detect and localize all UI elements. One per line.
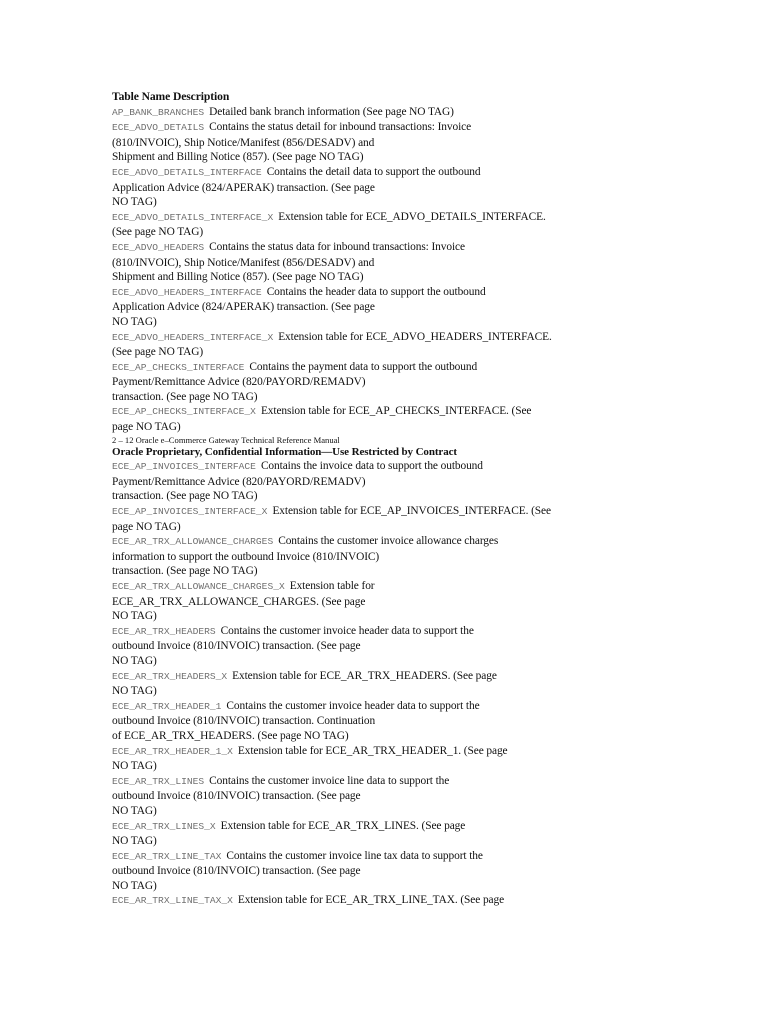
entry-description-line [112, 300, 632, 315]
description-text: Detailed bank branch information (See page NO TAG) [209, 105, 454, 118]
entry-description-line [112, 759, 632, 774]
table-entry [112, 105, 632, 121]
description-text: outbound Invoice (810/INVOIC) transaction. (See page [112, 865, 361, 878]
entry-first-line [112, 240, 632, 256]
description-text: Extension table for [289, 580, 375, 592]
table-entry [112, 669, 632, 699]
table-entry [112, 699, 632, 744]
description-text: Contains the customer invoice line tax data to support the [226, 849, 483, 862]
table-entry [112, 819, 632, 849]
description-text: outbound Invoice (810/INVOIC) transaction. (See page [112, 790, 361, 803]
entry-description-line [112, 714, 632, 729]
table-entry [112, 120, 632, 165]
table-name: ECE_AR_TRX_HEADERS_X [112, 670, 228, 682]
description-text: Extension table for ECE_AR_TRX_LINE_TAX. (See page [237, 894, 505, 907]
table-entry [112, 744, 632, 774]
description-text: Extension table for ECE_ADVO_DETAILS_INTERFACE. [278, 210, 546, 223]
entry-first-line [112, 360, 632, 376]
entries-list-top [112, 105, 632, 435]
entry-description-line [112, 420, 632, 435]
description-text: Shipment and Billing Notice (857). (See page NO TAG) [112, 271, 364, 284]
entry-first-line [112, 624, 632, 640]
table-name: ECE_ADVO_DETAILS_INTERFACE [112, 166, 262, 178]
entry-description-line [112, 345, 632, 360]
description-text: Contains the invoice data to support the outbound [260, 460, 483, 473]
description-text: NO TAG) [112, 760, 157, 773]
table-entry [112, 404, 632, 434]
description-text: of ECE_AR_TRX_HEADERS. (See page NO TAG) [112, 729, 349, 742]
table-entry [112, 624, 632, 669]
entry-description-line [112, 550, 632, 565]
description-text: NO TAG) [112, 315, 157, 328]
table-entry [112, 774, 632, 819]
entry-description-line [112, 256, 632, 271]
description-text: Payment/Remittance Advice (820/PAYORD/REMADV) [112, 475, 366, 488]
entry-first-line [112, 210, 632, 226]
description-text: Application Advice (824/APERAK) transaction. (See page [112, 301, 375, 314]
table-name: ECE_AR_TRX_HEADER_1_X [112, 745, 233, 757]
description-text: (See page NO TAG) [112, 346, 204, 359]
table-entry [112, 285, 632, 330]
description-text: Extension table for ECE_AR_TRX_HEADER_1. (See page [237, 744, 508, 757]
description-text: Contains the customer invoice allowance charges [278, 535, 499, 548]
table-name: ECE_AP_INVOICES_INTERFACE [112, 461, 256, 473]
description-text: outbound Invoice (810/INVOIC) transaction. Continuation [112, 715, 376, 728]
description-text: (810/INVOIC), Ship Notice/Manifest (856/DESADV) and [112, 256, 375, 269]
table-name: ECE_ADVO_HEADERS_INTERFACE [112, 286, 262, 298]
description-text: Contains the payment data to support the outbound [249, 360, 478, 373]
entry-first-line [112, 285, 632, 301]
description-text: Payment/Remittance Advice (820/PAYORD/REMADV) [112, 376, 366, 389]
table-name: AP_BANK_BRANCHES [112, 106, 205, 118]
description-text: (See page NO TAG) [112, 226, 204, 239]
description-text: ECE_AR_TRX_ALLOWANCE_CHARGES. (See page [112, 595, 366, 608]
entry-description-line [112, 564, 632, 579]
table-name: ECE_AR_TRX_LINES [112, 775, 205, 787]
table-name: ECE_AR_TRX_ALLOWANCE_CHARGES_X [112, 581, 285, 592]
description-text: Extension table for ECE_ADVO_HEADERS_INTERFACE. [278, 330, 552, 343]
table-name: ECE_ADVO_HEADERS [112, 241, 205, 253]
entry-first-line [112, 404, 632, 420]
description-text: transaction. (See page NO TAG) [112, 565, 258, 578]
entry-first-line [112, 105, 632, 121]
description-text: Contains the header data to support the outbound [266, 285, 486, 298]
description-text: Contains the detail data to support the outbound [266, 165, 481, 178]
description-text: Contains the customer invoice header data to support the [226, 699, 480, 712]
description-text: information to support the outbound Invoice (810/INVOIC) [112, 550, 380, 563]
description-text: Contains the customer invoice header data to support the [220, 624, 474, 637]
entry-description-line [112, 150, 632, 165]
description-text: Shipment and Billing Notice (857). (See page NO TAG) [112, 151, 364, 164]
entry-description-line [112, 315, 632, 330]
entry-description-line [112, 181, 632, 196]
table-name: ECE_ADVO_DETAILS_INTERFACE_X [112, 211, 274, 223]
entry-description-line [112, 136, 632, 151]
entry-first-line [112, 330, 632, 346]
table-name: ECE_AR_TRX_LINES_X [112, 820, 216, 832]
table-entry [112, 504, 632, 534]
description-text: (810/INVOIC), Ship Notice/Manifest (856/DESADV) and [112, 136, 375, 149]
table-entry [112, 165, 632, 210]
description-text: Contains the customer invoice line data to support the [209, 774, 450, 787]
entry-first-line [112, 744, 632, 760]
table-entry [112, 849, 632, 894]
entry-first-line [112, 669, 632, 685]
entry-first-line [112, 893, 632, 909]
table-name: ECE_AR_TRX_ALLOWANCE_CHARGES [112, 536, 274, 548]
entry-first-line [112, 165, 632, 181]
entry-first-line [112, 699, 632, 715]
entry-description-line [112, 225, 632, 240]
description-text: Extension table for ECE_AR_TRX_LINES. (See page [220, 819, 466, 832]
entries-list-bottom [112, 459, 632, 909]
description-text: Contains the status detail for inbound transactions: Invoice [209, 121, 472, 134]
entry-description-line [112, 879, 632, 894]
table-name: ECE_ADVO_DETAILS [112, 122, 205, 134]
table-entry [112, 534, 632, 579]
description-text: NO TAG) [112, 685, 157, 698]
table-entry [112, 459, 632, 504]
description-text: NO TAG) [112, 196, 157, 209]
description-text: NO TAG) [112, 804, 157, 817]
table-name: ECE_AR_TRX_LINE_TAX [112, 850, 222, 862]
entry-first-line [112, 849, 632, 865]
table-name: ECE_AR_TRX_LINE_TAX_X [112, 895, 233, 907]
table-entry [112, 240, 632, 285]
entry-first-line [112, 459, 632, 475]
entry-first-line [112, 774, 632, 790]
entry-description-line [112, 684, 632, 699]
table-name: ECE_ADVO_HEADERS_INTERFACE_X [112, 331, 274, 343]
entry-description-line [112, 609, 632, 624]
document-page [112, 90, 632, 909]
entry-description-line [112, 729, 632, 744]
page-footer-manual: 2 – 12 Oracle e–Commerce Gateway Technical Reference Manual [112, 434, 340, 445]
entry-first-line [112, 819, 632, 835]
confidentiality-notice: Oracle Proprietary, Confidential Information—Use Restricted by Contract [112, 445, 457, 458]
table-name: ECE_AP_CHECKS_INTERFACE_X [112, 406, 256, 418]
entry-description-line [112, 789, 632, 804]
entry-first-line [112, 120, 632, 136]
entry-description-line [112, 520, 632, 535]
entry-description-line [112, 864, 632, 879]
entry-description-line [112, 475, 632, 490]
entry-first-line [112, 534, 632, 550]
description-text: Extension table for ECE_AP_CHECKS_INTERFACE. (See [260, 405, 532, 418]
entry-description-line [112, 195, 632, 210]
description-text: Extension table for ECE_AP_INVOICES_INTERFACE. (See [272, 505, 551, 518]
description-text: transaction. (See page NO TAG) [112, 490, 258, 503]
description-text: page NO TAG) [112, 520, 181, 533]
entry-description-line [112, 654, 632, 669]
table-name: ECE_AP_CHECKS_INTERFACE [112, 361, 245, 373]
table-name: ECE_AP_INVOICES_INTERFACE_X [112, 506, 268, 518]
entry-description-line [112, 804, 632, 819]
description-text: transaction. (See page NO TAG) [112, 390, 258, 403]
entry-first-line [112, 504, 632, 520]
description-text: NO TAG) [112, 654, 157, 667]
entry-first-line [112, 579, 632, 595]
table-heading: Table Name Description [112, 90, 230, 103]
description-text: outbound Invoice (810/INVOIC) transaction. (See page [112, 640, 361, 653]
entry-description-line [112, 390, 632, 405]
description-text: NO TAG) [112, 879, 157, 892]
description-text: NO TAG) [112, 835, 157, 848]
description-text: page NO TAG) [112, 421, 181, 434]
table-entry [112, 330, 632, 360]
entry-description-line [112, 834, 632, 849]
entry-description-line [112, 639, 632, 654]
table-name: ECE_AR_TRX_HEADERS [112, 625, 216, 637]
table-entry [112, 210, 632, 240]
table-name: ECE_AR_TRX_HEADER_1 [112, 700, 222, 712]
entry-description-line [112, 489, 632, 504]
table-entry [112, 579, 632, 624]
description-text: Extension table for ECE_AR_TRX_HEADERS. (See page [232, 669, 497, 682]
entry-description-line [112, 375, 632, 390]
description-text: Contains the status data for inbound transactions: Invoice [209, 240, 465, 253]
description-text: NO TAG) [112, 610, 157, 623]
entry-description-line [112, 595, 632, 610]
table-entry [112, 893, 632, 909]
description-text: Application Advice (824/APERAK) transaction. (See page [112, 181, 375, 194]
table-entry [112, 360, 632, 405]
entry-description-line [112, 270, 632, 285]
